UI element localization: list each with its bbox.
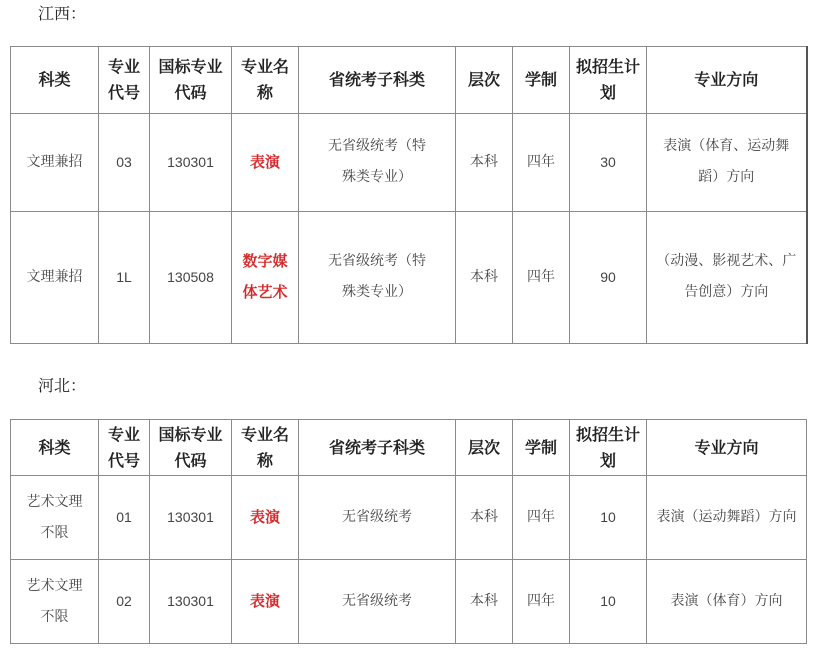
cell-category: 艺术文理不限	[11, 476, 99, 560]
header-exam-category: 省统考子科类	[299, 420, 456, 476]
cell-major-code: 02	[99, 560, 150, 644]
cell-duration: 四年	[513, 113, 570, 211]
table-row	[11, 211, 807, 343]
cell-duration: 四年	[513, 211, 570, 343]
admission-table-jiangxi	[10, 46, 808, 344]
header-major-direction: 专业方向	[647, 47, 807, 114]
cell-enrollment-plan: 30	[570, 113, 647, 211]
cell-major-direction: 表演（体育）方向	[647, 560, 807, 644]
cell-major-name: 表演	[232, 113, 299, 211]
header-duration: 学制	[513, 420, 570, 476]
cell-major-code: 03	[99, 113, 150, 211]
cell-major-code: 1L	[99, 211, 150, 343]
cell-level: 本科	[456, 476, 513, 560]
cell-level: 本科	[456, 211, 513, 343]
table-row	[11, 476, 807, 560]
cell-major-name: 表演	[232, 476, 299, 560]
header-national-code: 国标专业代码	[150, 47, 232, 114]
header-major-name: 专业名称	[232, 47, 299, 114]
cell-category: 文理兼招	[11, 113, 99, 211]
cell-exam-category: 无省级统考（特殊类专业）	[299, 211, 456, 343]
header-duration: 学制	[513, 47, 570, 114]
cell-category: 艺术文理不限	[11, 560, 99, 644]
header-national-code: 国标专业代码	[150, 420, 232, 476]
region-label-jiangxi: 江西：	[38, 4, 87, 23]
cell-exam-category: 无省级统考	[299, 476, 456, 560]
cell-major-direction: 表演（运动舞蹈）方向	[647, 476, 807, 560]
header-category: 科类	[11, 420, 99, 476]
header-level: 层次	[456, 420, 513, 476]
header-major-code: 专业代号	[99, 47, 150, 114]
header-level: 层次	[456, 47, 513, 114]
cell-national-code: 130301	[150, 560, 232, 644]
table-header-row	[11, 420, 807, 476]
header-enrollment-plan: 拟招生计划	[570, 47, 647, 114]
cell-enrollment-plan: 90	[570, 211, 647, 343]
table-row	[11, 560, 807, 644]
header-exam-category: 省统考子科类	[299, 47, 456, 114]
header-major-direction: 专业方向	[647, 420, 807, 476]
table-row	[11, 113, 807, 211]
cell-exam-category: 无省级统考（特殊类专业）	[299, 113, 456, 211]
cell-enrollment-plan: 10	[570, 560, 647, 644]
cell-level: 本科	[456, 113, 513, 211]
header-major-code: 专业代号	[99, 420, 150, 476]
cell-enrollment-plan: 10	[570, 476, 647, 560]
header-enrollment-plan: 拟招生计划	[570, 420, 647, 476]
cell-category: 文理兼招	[11, 211, 99, 343]
cell-major-code: 01	[99, 476, 150, 560]
cell-national-code: 130508	[150, 211, 232, 343]
cell-level: 本科	[456, 560, 513, 644]
cell-national-code: 130301	[150, 476, 232, 560]
cell-duration: 四年	[513, 560, 570, 644]
cell-major-name: 表演	[232, 560, 299, 644]
cell-exam-category: 无省级统考	[299, 560, 456, 644]
cell-major-direction: （动漫、影视艺术、广告创意）方向	[647, 211, 807, 343]
table-header-row	[11, 47, 807, 114]
header-major-name: 专业名称	[232, 420, 299, 476]
cell-major-name: 数字媒体艺术	[232, 211, 299, 343]
cell-duration: 四年	[513, 476, 570, 560]
region-label-hebei: 河北：	[38, 376, 87, 395]
cell-national-code: 130301	[150, 113, 232, 211]
admission-table-hebei	[10, 419, 807, 644]
header-category: 科类	[11, 47, 99, 114]
cell-major-direction: 表演（体育、运动舞蹈）方向	[647, 113, 807, 211]
